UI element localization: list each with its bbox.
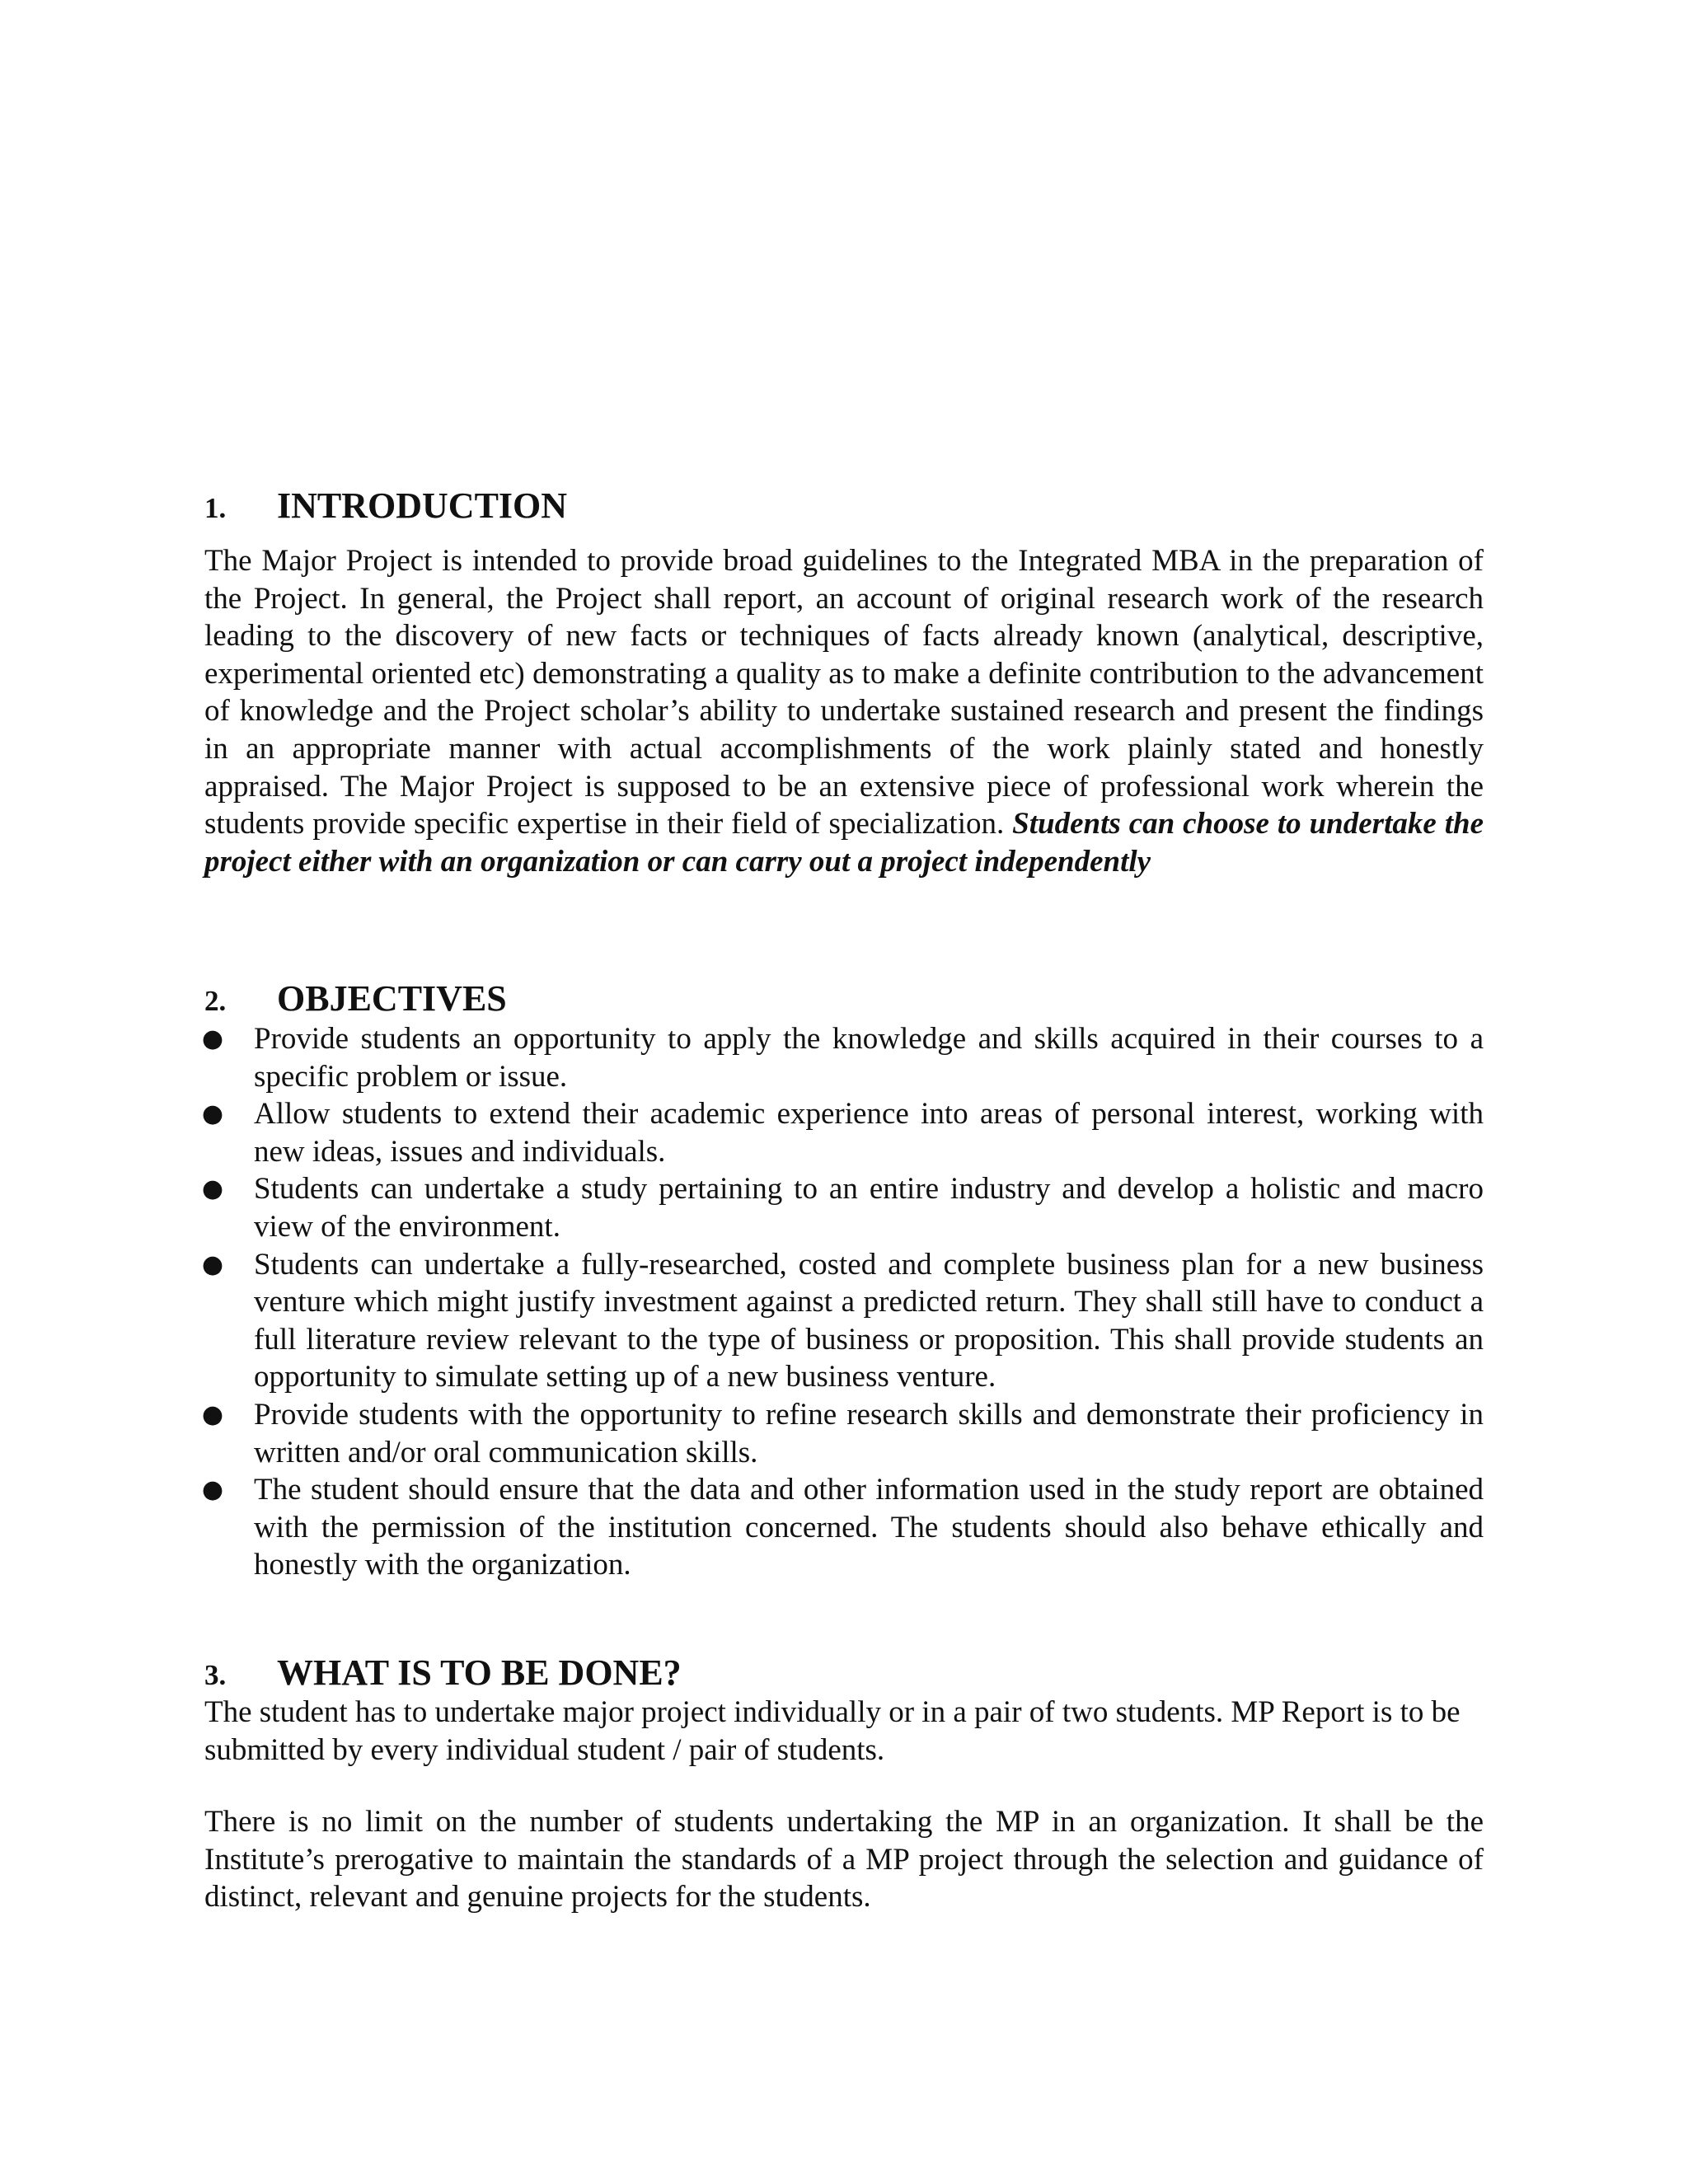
list-item xyxy=(201,1396,1484,1471)
list-item-text: Provide students with the opportunity to refine research skills and demonstrate their proficiency in written and/or oral communication skills. xyxy=(254,1397,1484,1469)
list-item xyxy=(201,1246,1484,1396)
bullet-icon: ● xyxy=(201,1174,224,1204)
section-title: WHAT IS TO BE DONE? xyxy=(277,1652,682,1693)
bullet-icon: ● xyxy=(201,1475,224,1505)
list-item-text: Students can undertake a study pertaining to an entire industry and develop a holistic and macro view of the environment. xyxy=(254,1172,1484,1244)
section-title: INTRODUCTION xyxy=(277,485,568,526)
introduction-body: The Major Project is intended to provide broad guidelines to the Integrated MBA in the preparation of the Project. In general, the Project shall report, an account of original research work of the research leading to the discovery of new facts or techniques of facts already known (analytical, descriptive, experimental oriented etc) demonstrating a quality as to make a definite contribution to the advancement of knowledge and the Project scholar’s ability to undertake sustained research and present the findings in an appropriate manner with actual accomplishments of the work plainly stated and honestly appraised. The Major Project is supposed to be an extensive piece of professional work wherein the students provide specific expertise in their field of specialization. xyxy=(204,544,1484,841)
heading-introduction xyxy=(204,485,1484,531)
bullet-icon: ● xyxy=(201,1099,224,1129)
list-item-text: The student should ensure that the data and other information used in the study report are obtained with the permission of the institution concerned. The students should also behave ethically and honestly with the organization. xyxy=(254,1473,1484,1582)
list-item-text: Allow students to extend their academic experience into areas of personal interest, working with new ideas, issues and individuals. xyxy=(254,1097,1484,1169)
introduction-paragraph xyxy=(204,542,1484,880)
section-number: 1. xyxy=(204,492,227,524)
list-item-text: Students can undertake a fully-researched, costed and complete business plan for a new business venture which might justify investment against a predicted return. They shall still have to conduct a full literature review relevant to the type of business or proposition. This shall provide students an opportunity to simulate setting up of a new business venture. xyxy=(254,1247,1484,1394)
introduction-emphasis: Students can choose to undertake the project either with an organization or can carry out a project independently xyxy=(204,807,1484,879)
heading-what-is-to-be-done xyxy=(204,1652,1484,1698)
list-item xyxy=(201,1095,1484,1170)
section-title: OBJECTIVES xyxy=(277,978,507,1019)
list-item-text: Provide students an opportunity to apply the knowledge and skills acquired in their courses to a specific problem or issue. xyxy=(254,1022,1484,1094)
bullet-icon: ● xyxy=(201,1249,224,1279)
list-item xyxy=(201,1170,1484,1245)
list-item xyxy=(201,1020,1484,1095)
heading-objectives xyxy=(204,977,1484,1024)
section-number: 3. xyxy=(204,1659,227,1691)
list-item xyxy=(201,1471,1484,1584)
bullet-icon: ● xyxy=(201,1024,224,1053)
objectives-list xyxy=(201,1020,1484,1584)
what-to-do-paragraph-1: The student has to undertake major project individually or in a pair of two students. MP Report is to be submitted by every individual student / pair of students. xyxy=(204,1695,1461,1767)
section-number: 2. xyxy=(204,985,227,1017)
bullet-icon: ● xyxy=(201,1399,224,1429)
what-to-do-paragraph-2: There is no limit on the number of students undertaking the MP in an organization. It shall be the Institute’s prerogative to maintain the standards of a MP project through the selection and guidance of distinct, relevant and genuine projects for the students. xyxy=(204,1805,1484,1915)
